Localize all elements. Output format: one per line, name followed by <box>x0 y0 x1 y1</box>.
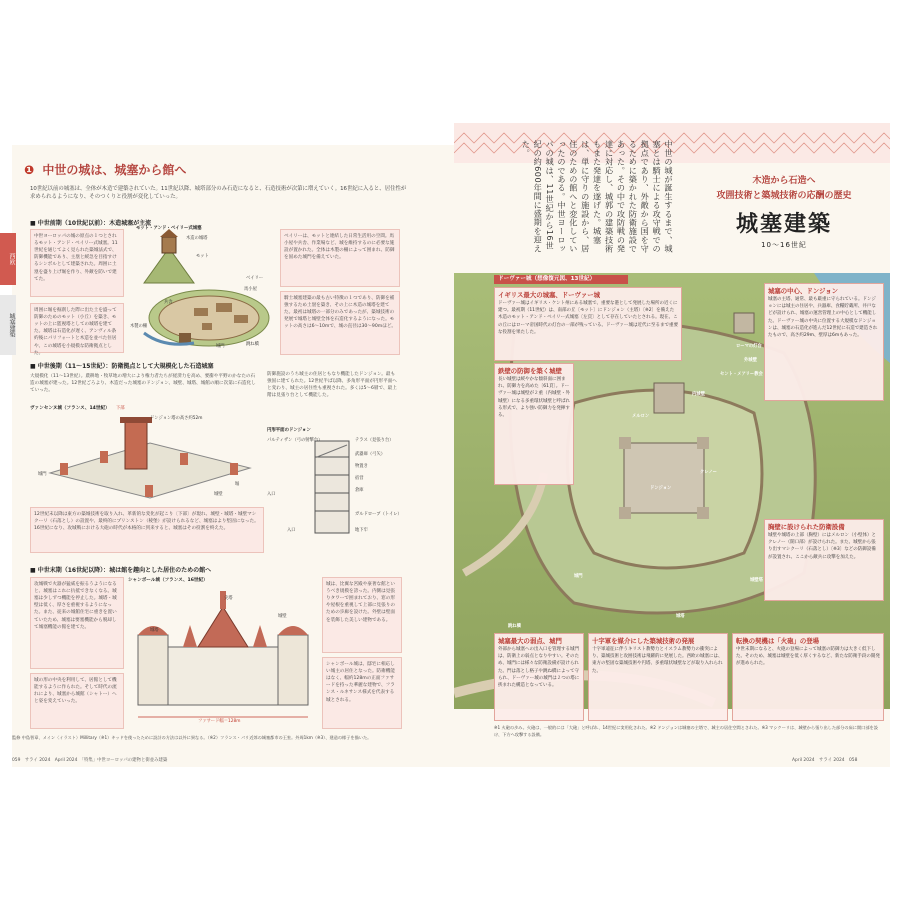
vertical-intro: 中世の城が誕生するまで、城塞とは騎士による攻守戦での拠点であり、外敵から国を守るために築かれた防衛施設であった。その中で攻防戦の発達に対応し、城郭の建築技術もまた発達を遂げた。城塞は、単に守りの施設から、居住のための館へと変化していったのである。中世ヨーロッパの城は、11世紀から16世紀の約600年間に盛期を迎えた。 <box>521 140 674 254</box>
label-vincennes-gate: 城門 <box>38 472 47 477</box>
vincennes-illustration <box>30 403 260 503</box>
scene-label-merlon: メルロン <box>632 414 650 419</box>
right-footnote: ※1 火砲の歩み。火砲は、一般的には「大砲」と呼ばれ、14世紀に実用化された。※2 ドンジョンは城塞の主塔で、城主の居住空間とされた。※3 マシクーリは、城壁から張り出した部分の床に開口部を設け、下方へ攻撃する設備。 <box>494 725 878 737</box>
intro-text: 10世紀以前の城塞は、全体が木造で建築されていた。11世紀以降、城塔部分のみ石造になると、石造技術が次第に増えていく。16世紀に入ると、居住性が求められるようになり、そのつくりと役割が変化していった。 <box>30 186 407 201</box>
label-gate: 城門 <box>216 344 225 349</box>
left-footnote: 監修 中島智章、メイン〈イラスト〉Millitary（※1）キッドを使ったために設計の方法は以外に異なる。（※2）フランス・パリ近郊の城塞都市の王室。外周1km（※3）、建造の様子を描いた。 <box>12 735 372 740</box>
scene-label-lighthouse: ローマの灯台 <box>736 344 762 349</box>
label-vincennes-moat: 堀 <box>235 482 240 487</box>
label-drawbridge: 跳ね橋 <box>246 342 259 347</box>
callout-walls-title: 鉄壁の防御を築く城壁 <box>498 367 562 375</box>
chambord-svg <box>128 577 318 727</box>
period1-box-text: 中世ヨーロッパの城の原点の１つとされるモット・アンド・ベイリー式城塞。11世紀を通じてよく見られた築城法式で、防御機能であり、主塁と緩急を目指すけるシンボルとして建築された。周囲に土塁を盛り上げ堀を作り、外敵を防いで建てた。 <box>34 234 118 282</box>
dover-label-bar: ドーヴァー城（想像復元図、13世紀） <box>494 275 628 284</box>
detail-label-5: 倉庫 <box>355 488 364 493</box>
donjon-detail <box>267 427 402 545</box>
detail-label-7: ガルドローブ（トイレ） <box>355 512 402 517</box>
callout-dover-body: ドーヴァー城はイギリス・ケント州にある城塞で、重要な港として発展した場所の近くに建つ。最初期（11世紀）は、南部の丘〔モット〕にドンジョン（主塔）〔※2〕を備えた木造のモット・アンド・ベイリー式城塞〔左頁〕として存在していたとされる。現在、この丘にはローマ帝国時代の灯台の一部が残っている。ドーヴァー城は近代に至るまで重要な役割を果たした。 <box>498 301 678 335</box>
scene-label-church: セント・メアリー教会 <box>720 372 763 377</box>
vincennes-svg <box>30 403 260 503</box>
scene-label-wall-tower: 城壁塔 <box>750 578 763 583</box>
section-title: 中世の城は、城塞から館へ <box>42 163 187 177</box>
period3-right-text: 城は、比翼な宮殿や豪奢な館というべき規模を誇った。内側は見張りタワーで囲まれており、窓の形や屋根を重視して上部に見張りのための歩廊を設けた。外壁は壁面を装飾した美しい建物である。 <box>326 582 395 623</box>
scene-label-crenel: クレノー <box>700 470 717 475</box>
period2-right-text: 防御施設のうち城主の住居ともなり機能したドンジョン。最も強固に建てられた。12世紀半ば以降、多角形平面が円形平面へと変わり、城主の居住性も重視された。多くは5〜6層で、最上階は見張り台として機能した。 <box>267 372 397 399</box>
scene-label-gate: 城門 <box>574 574 583 579</box>
label-stable: 馬小屋 <box>244 287 257 292</box>
callout-artillery-title: 転換の契機は「火砲」の登場 <box>736 637 820 645</box>
period2-bottom-box <box>30 507 264 553</box>
period3-left-box2 <box>30 673 124 729</box>
detail-label-3: 物置き <box>355 464 368 469</box>
motte-bailey-title: モット・アンド・ベイリー式城塞 <box>136 226 202 231</box>
detail-label-2: 武器庫（弓矢） <box>355 452 386 457</box>
callout-parapet-title: 胸壁に設けられた防衛設備 <box>768 523 845 531</box>
period1-right-box <box>280 229 400 287</box>
chambord-label-width: ファサード幅＝128m <box>198 719 241 724</box>
period3-right-text2: シャンボール城は、邸宅に相応しい城主の居住となった。防衛機能はなく、幅約128mの正面ファサードを持った華麗な建物で、フランス・ルネサンス様式を代表する城とされる。 <box>326 662 395 703</box>
callout-dover-title: イギリス最大の城塞、ドーヴァー城 <box>498 291 601 299</box>
label-motte: モット <box>196 254 209 259</box>
section-heading <box>24 161 186 178</box>
period3-left-box <box>30 577 124 669</box>
chambord-label-tower: 城塔 <box>150 628 159 633</box>
label-wooden-tower: 木造の城塔 <box>186 236 208 241</box>
callout-donjon-body: 城塞の主塔、通常、最も厳重に守られている。ドンジョンには城主の住居や、兵器庫、食糧貯蔵所、井戸などが設けられ、城塞の運営管理上の中心として機能した。ドーヴァー城の中央に位置する大規模なドンジョンは、城塞の石造化が進んだ12世紀に石造で建造されたもので、高さ約29m、壁厚は6mもあった。 <box>768 297 878 338</box>
detail-label-6: 入口 <box>267 492 276 497</box>
main-title: 城塞建築 <box>735 212 832 237</box>
period1-heading: ■ 中世前期（10世紀以前）：木造城塞が主流 <box>30 220 152 227</box>
side-tab-region[interactable]: 西欧 <box>0 233 16 285</box>
period1-lower-box <box>30 303 124 356</box>
label-wooden-fence: 木製の柵 <box>130 324 148 329</box>
detail-label-9: 地下牢 <box>355 528 368 533</box>
scene-label-inner-wall: 内城壁 <box>692 392 705 397</box>
scene-label-tower: 城塔 <box>676 614 685 619</box>
callout-crusades-body: 十字軍遠征に伴うキリスト教勢力とイスラム教勢力の衝突により、築城技術と攻囲技術は飛躍的に発展した。西欧の城塞には、東方の堅固な築城技術や円塔、多重環状城壁などが取り入れられた。 <box>592 647 723 674</box>
detail-label-0: パルティザン（弓の射撃台） <box>267 438 323 443</box>
callout-parapet-body: 城壁や城塔の上部（胸壁）にはメルロン（小壁体）とクレノー（開口部）が設けられた。また、城壁から張り出すマシクーリ（石落とし）〔※3〕などの防御設備が設置され、ここから敵兵に攻撃を加えた。 <box>768 533 876 560</box>
period1-right-text: ベイリーは、モットと連結した日常生活用の空間。馬小屋や兵舎、作業場など、城を維持するのに必要な施設が置かれた。全体は木製の柵によって囲まれ、防御を固めた城門を備えていた。 <box>284 234 395 261</box>
period2-bottom-text: 12世紀末以降は東方の築城技術を取り入れ、革新的な変化が起こり〔下部〕が現れ、城壁・城塔・城壁マシクーリ（石落とし）の設置や、最終的にプリンストン（稜堡）が設けられるなど、城塞はより堅固になった。16世紀になり、攻城戦における大砲の時代が本格的に到来すると、城塞はその役割を終えた。 <box>34 512 259 532</box>
chambord-title: シャンボール城（フランス、16世紀） <box>128 578 208 583</box>
scene-label-outer-wall: 外城壁 <box>744 358 757 363</box>
period1-box <box>30 229 124 297</box>
left-footer: 059 サライ 2024 April 2024 「特集」中世ヨーロッパの建物と街並み建築 <box>12 758 168 763</box>
left-page <box>8 145 454 767</box>
period3-left-text: 攻城戦で火器が猛威を振るうようになると、城塞はこれに抗抵できなくなる。城塞は少しずつ機能を停止した。城塔・城壁は低く、厚さを重視するようになった。また、従来の城館住宅に重きを置いていたため、城塞は要塞機能から脱却して城塞機能の館を建てた。 <box>34 582 117 630</box>
detail-label-1: テラス（見張り台） <box>355 438 394 443</box>
callout-gate-title: 城塞最大の弱点、城門 <box>498 637 562 645</box>
callout-donjon-title: 城塞の中心、ドンジョン <box>768 287 839 295</box>
callout-walls-body: 長い城壁は緩やかな傾斜面に囲まれ、防御力を高めた〔61頁〕。ドーヴァー城は城壁が２重（内城壁・外城壁）になる多重環状城壁と呼ばれる形式で、より強い防御力を発揮する。 <box>498 377 570 418</box>
callout-parapet <box>764 519 884 601</box>
right-footer: April 2024 サライ 2024 058 <box>792 758 858 763</box>
callout-gate <box>494 633 584 721</box>
callout-donjon <box>764 283 884 401</box>
label-donjon-height: ドンジョン塔の高さ約52m <box>150 416 203 421</box>
callout-artillery-body: 中世末期になると、火砲の登場によって城塞の防御力は大きく低下した。そのため、城塞は城壁を低く厚くするなど、新たな防衛手段の開発が進められた。 <box>736 647 880 667</box>
detail-label-8: 入口 <box>287 528 296 533</box>
headline-block <box>686 173 882 250</box>
period1-right-lower-text: 騎士城塞建築の最も古い特徴の１つであり、防御を補強するため土塁を築き、その上に木造の城塔を建てた。最初は城塔の一部分のみであったが、築城技術の発展で城塔と城壁全体を石造化するようになった。モットの高さは6〜10mで、城の直径は30〜90mほど。 <box>284 296 397 330</box>
period3-left-text2: 城の形の中央を利用して、居館として機能するように作られた。そして時代の流れにより、城塞から城館（シャトー）へと姿を変えていった。 <box>34 678 117 705</box>
headline-mid: 攻囲技術と築城技術の応酬の歴史 <box>716 191 852 201</box>
chambord-label-wall: 城壁 <box>278 614 287 619</box>
vincennes-tag: 下部 <box>116 406 125 411</box>
headline-top: 木造から石造へ <box>752 176 816 186</box>
callout-gate-body: 外部から城塞への出入口を管理する城門は、防衛上の弱点となりやすい。そのため、城門には様々な防衛設備が設けられた。門は落とし格子や跳ね橋によって守られ、ドーヴァー城の城門は２つの塔に挟まれた構造となっている。 <box>498 647 580 688</box>
right-page <box>454 140 890 767</box>
callout-dover <box>494 287 682 361</box>
side-tab-topic[interactable]: 城塞建築 <box>0 295 16 355</box>
period1-lower-text: 周囲に堀を掘削した際に出た土を盛って防御のためのモット（小丘）を築き、モットの上に監視塔としての城塔を建てた。城塔は石造化が遅く、アンヴィル条約後にパリフォートと木造を並べた住居や、この城塔を小規模な防衛拠点とした。 <box>34 308 117 356</box>
callout-artillery <box>732 633 884 721</box>
callout-walls <box>494 363 574 485</box>
chambord-illustration <box>128 577 318 727</box>
donjon-detail-title: 円形平面のドンジョン <box>267 428 311 433</box>
label-vincennes-wall: 城壁 <box>214 492 223 497</box>
period3-heading: ■ 中世末期（16世紀以降）：城は館を趣向とした居住のための館へ <box>30 567 212 574</box>
period2-text: 大規模化（11〜13世紀）。農耕地・牧草地の増大により権力者たちが経済力を高め、要衝や平野のかなたの石造の城塞が建った。12世紀ごろより、木造だった城塞のドンジョン、城壁、城塔、城館の順に次第に石造化していった。 <box>30 374 256 394</box>
section-number-icon: ❶ <box>24 163 35 177</box>
period3-right-box <box>322 577 402 653</box>
label-bailey: ベイリー <box>246 276 264 281</box>
label-barracks: 兵舎 <box>164 300 173 305</box>
callout-crusades <box>588 633 728 721</box>
period1-right-lower-box <box>280 291 400 355</box>
scene-label-donjon: ドンジョン <box>650 486 672 491</box>
callout-crusades-title: 十字軍を媒介にした築城技術の発展 <box>592 637 695 645</box>
main-subtitle: 10〜16世紀 <box>761 241 807 249</box>
motte-bailey-illustration <box>124 223 274 353</box>
scene-label-drawbridge: 跳ね橋 <box>508 624 521 629</box>
chambord-label-spire: 尖塔 <box>224 596 233 601</box>
vincennes-title: ヴァンセンヌ城（フランス、14世紀） <box>30 406 110 411</box>
detail-label-4: 宿営 <box>355 476 364 481</box>
period3-right-box2 <box>322 657 402 729</box>
period2-heading: ■ 中世後期（11〜15世紀）：防衛拠点として大規模化した石造城塞 <box>30 363 214 370</box>
